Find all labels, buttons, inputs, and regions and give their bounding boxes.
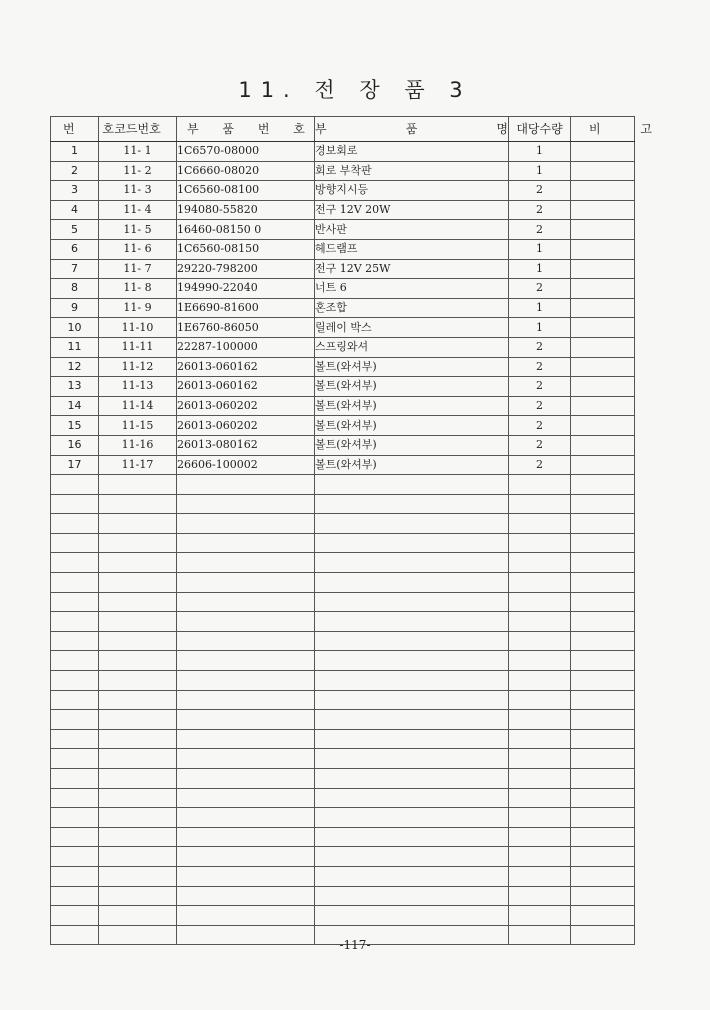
- cell-name: [315, 553, 509, 573]
- cell-no: 12: [51, 357, 99, 377]
- cell-name: [315, 906, 509, 926]
- table-row: [51, 455, 635, 475]
- cell-note: [571, 514, 635, 534]
- cell-qty: [509, 475, 571, 495]
- cell-name: [315, 749, 509, 769]
- cell-no: [51, 866, 99, 886]
- header-no: 번 호: [51, 117, 99, 142]
- table-row: [51, 769, 635, 789]
- cell-name: [315, 847, 509, 867]
- cell-note: [571, 396, 635, 416]
- cell-part-no: [177, 710, 315, 730]
- cell-no: 6: [51, 239, 99, 259]
- cell-code: [99, 906, 177, 926]
- cell-note: [571, 533, 635, 553]
- table-row: [51, 533, 635, 553]
- cell-code: 11-17: [99, 455, 177, 475]
- cell-part-no: [177, 866, 315, 886]
- cell-part-no: [177, 514, 315, 534]
- table-row: [51, 396, 635, 416]
- cell-name: [315, 690, 509, 710]
- cell-no: 2: [51, 161, 99, 181]
- cell-part-no: [177, 906, 315, 926]
- cell-no: [51, 827, 99, 847]
- cell-no: [51, 808, 99, 828]
- table-row: [51, 475, 635, 495]
- table-row: [51, 808, 635, 828]
- cell-code: [99, 612, 177, 632]
- cell-code: [99, 808, 177, 828]
- cell-qty: 2: [509, 435, 571, 455]
- table-row: [51, 494, 635, 514]
- cell-no: [51, 514, 99, 534]
- cell-code: 11- 1: [99, 142, 177, 162]
- cell-code: 11-16: [99, 435, 177, 455]
- cell-code: [99, 788, 177, 808]
- cell-name: [315, 788, 509, 808]
- table-row: [51, 573, 635, 593]
- cell-no: [51, 690, 99, 710]
- cell-qty: 2: [509, 200, 571, 220]
- cell-note: [571, 337, 635, 357]
- cell-name: [315, 514, 509, 534]
- cell-name: [315, 827, 509, 847]
- cell-note: [571, 279, 635, 299]
- cell-note: [571, 690, 635, 710]
- cell-name: 반사판: [315, 220, 509, 240]
- cell-name: 볼트(와셔부): [315, 357, 509, 377]
- cell-qty: [509, 533, 571, 553]
- cell-no: 4: [51, 200, 99, 220]
- cell-note: [571, 808, 635, 828]
- cell-note: [571, 710, 635, 730]
- cell-part-no: [177, 533, 315, 553]
- cell-part-no: [177, 573, 315, 593]
- cell-note: [571, 475, 635, 495]
- cell-name: 경보회로: [315, 142, 509, 162]
- table-row: [51, 788, 635, 808]
- cell-no: 10: [51, 318, 99, 338]
- cell-qty: 2: [509, 337, 571, 357]
- cell-no: [51, 906, 99, 926]
- cell-part-no: 194990-22040: [177, 279, 315, 299]
- cell-note: [571, 142, 635, 162]
- cell-code: 11- 8: [99, 279, 177, 299]
- table-row: [51, 886, 635, 906]
- cell-code: [99, 475, 177, 495]
- cell-note: [571, 239, 635, 259]
- cell-qty: [509, 690, 571, 710]
- cell-name: [315, 671, 509, 691]
- cell-note: [571, 847, 635, 867]
- cell-no: [51, 494, 99, 514]
- cell-part-no: 29220-798200: [177, 259, 315, 279]
- cell-part-no: 1E6690-81600: [177, 298, 315, 318]
- cell-part-no: [177, 475, 315, 495]
- cell-qty: [509, 866, 571, 886]
- cell-name: 볼트(와셔부): [315, 455, 509, 475]
- cell-no: 11: [51, 337, 99, 357]
- cell-no: [51, 612, 99, 632]
- cell-name: 볼트(와셔부): [315, 396, 509, 416]
- cell-part-no: [177, 729, 315, 749]
- cell-name: 릴레이 박스: [315, 318, 509, 338]
- cell-note: [571, 749, 635, 769]
- cell-part-no: [177, 671, 315, 691]
- cell-code: 11- 9: [99, 298, 177, 318]
- cell-code: 11- 6: [99, 239, 177, 259]
- cell-name: [315, 866, 509, 886]
- table-row: [51, 337, 635, 357]
- table-row: [51, 612, 635, 632]
- header-code: 코드번호: [99, 117, 177, 142]
- cell-no: 1: [51, 142, 99, 162]
- cell-qty: [509, 631, 571, 651]
- cell-qty: 1: [509, 142, 571, 162]
- table-row: [51, 671, 635, 691]
- cell-note: [571, 494, 635, 514]
- cell-name: 볼트(와셔부): [315, 435, 509, 455]
- cell-name: [315, 494, 509, 514]
- cell-name: 혼조합: [315, 298, 509, 318]
- table-row: [51, 161, 635, 181]
- cell-note: [571, 631, 635, 651]
- cell-code: 11- 5: [99, 220, 177, 240]
- cell-code: [99, 592, 177, 612]
- header-name: 부 품 명: [315, 117, 509, 142]
- cell-no: 14: [51, 396, 99, 416]
- cell-note: [571, 827, 635, 847]
- cell-qty: [509, 710, 571, 730]
- table-row: [51, 553, 635, 573]
- cell-qty: [509, 494, 571, 514]
- table-row: [51, 377, 635, 397]
- cell-qty: [509, 886, 571, 906]
- cell-qty: [509, 906, 571, 926]
- table-row: [51, 729, 635, 749]
- table-row: [51, 514, 635, 534]
- cell-note: [571, 220, 635, 240]
- cell-qty: 2: [509, 416, 571, 436]
- table-row: [51, 749, 635, 769]
- table-row: [51, 357, 635, 377]
- cell-qty: 1: [509, 318, 571, 338]
- table-row: [51, 847, 635, 867]
- cell-code: [99, 729, 177, 749]
- cell-part-no: [177, 651, 315, 671]
- header-qty: 대당수량: [509, 117, 571, 142]
- cell-no: [51, 631, 99, 651]
- cell-note: [571, 592, 635, 612]
- cell-note: [571, 377, 635, 397]
- table-row: [51, 906, 635, 926]
- cell-code: 11- 7: [99, 259, 177, 279]
- cell-note: [571, 435, 635, 455]
- cell-no: [51, 573, 99, 593]
- table-row: [51, 181, 635, 201]
- cell-name: [315, 475, 509, 495]
- cell-note: [571, 573, 635, 593]
- cell-part-no: 26013-060162: [177, 377, 315, 397]
- header-part-no: 부 품 번 호: [177, 117, 315, 142]
- cell-name: 너트 6: [315, 279, 509, 299]
- header-note: 비 고: [571, 117, 635, 142]
- cell-no: 9: [51, 298, 99, 318]
- cell-part-no: [177, 553, 315, 573]
- cell-part-no: [177, 749, 315, 769]
- cell-part-no: 26606-100002: [177, 455, 315, 475]
- table-header-row: [51, 117, 635, 142]
- cell-note: [571, 553, 635, 573]
- cell-name: [315, 808, 509, 828]
- cell-part-no: 1E6760-86050: [177, 318, 315, 338]
- cell-qty: 1: [509, 239, 571, 259]
- cell-name: 전구 12V 25W: [315, 259, 509, 279]
- cell-name: 전구 12V 20W: [315, 200, 509, 220]
- cell-no: [51, 533, 99, 553]
- cell-code: [99, 690, 177, 710]
- cell-qty: [509, 729, 571, 749]
- cell-no: [51, 592, 99, 612]
- cell-no: [51, 886, 99, 906]
- table-body: [51, 142, 635, 945]
- cell-name: [315, 592, 509, 612]
- cell-no: 16: [51, 435, 99, 455]
- cell-name: [315, 573, 509, 593]
- cell-note: [571, 161, 635, 181]
- cell-qty: [509, 847, 571, 867]
- cell-name: [315, 651, 509, 671]
- cell-part-no: [177, 886, 315, 906]
- cell-qty: 1: [509, 259, 571, 279]
- table-row: [51, 866, 635, 886]
- cell-qty: [509, 612, 571, 632]
- table-row: [51, 298, 635, 318]
- cell-qty: [509, 553, 571, 573]
- cell-code: 11-14: [99, 396, 177, 416]
- cell-code: [99, 749, 177, 769]
- cell-note: [571, 200, 635, 220]
- cell-code: 11-13: [99, 377, 177, 397]
- cell-code: 11- 4: [99, 200, 177, 220]
- cell-qty: 2: [509, 377, 571, 397]
- cell-part-no: 22287-100000: [177, 337, 315, 357]
- cell-qty: 1: [509, 161, 571, 181]
- cell-qty: 2: [509, 181, 571, 201]
- table-row: [51, 690, 635, 710]
- cell-note: [571, 181, 635, 201]
- cell-no: [51, 847, 99, 867]
- cell-part-no: 194080-55820: [177, 200, 315, 220]
- cell-name: [315, 612, 509, 632]
- cell-qty: 2: [509, 455, 571, 475]
- cell-note: [571, 455, 635, 475]
- cell-part-no: [177, 808, 315, 828]
- table-row: [51, 416, 635, 436]
- cell-code: [99, 847, 177, 867]
- cell-name: [315, 710, 509, 730]
- cell-code: 11-12: [99, 357, 177, 377]
- table-row: [51, 651, 635, 671]
- cell-name: 회로 부착판: [315, 161, 509, 181]
- cell-note: [571, 416, 635, 436]
- cell-qty: 2: [509, 220, 571, 240]
- cell-qty: 2: [509, 396, 571, 416]
- cell-name: [315, 533, 509, 553]
- cell-note: [571, 671, 635, 691]
- cell-part-no: [177, 847, 315, 867]
- cell-name: 헤드램프: [315, 239, 509, 259]
- cell-part-no: [177, 827, 315, 847]
- cell-part-no: 26013-060162: [177, 357, 315, 377]
- cell-note: [571, 298, 635, 318]
- cell-name: [315, 631, 509, 651]
- cell-qty: [509, 769, 571, 789]
- cell-part-no: [177, 690, 315, 710]
- cell-code: 11-11: [99, 337, 177, 357]
- cell-qty: [509, 573, 571, 593]
- cell-no: [51, 651, 99, 671]
- cell-part-no: [177, 788, 315, 808]
- cell-qty: [509, 827, 571, 847]
- table-row: [51, 435, 635, 455]
- cell-code: 11-15: [99, 416, 177, 436]
- cell-part-no: 26013-060202: [177, 396, 315, 416]
- cell-no: 15: [51, 416, 99, 436]
- cell-part-no: 26013-060202: [177, 416, 315, 436]
- cell-part-no: [177, 769, 315, 789]
- cell-name: [315, 769, 509, 789]
- page-title: 11. 전 장 품 3: [238, 78, 472, 102]
- cell-note: [571, 259, 635, 279]
- table-row: [51, 710, 635, 730]
- table-row: [51, 142, 635, 162]
- cell-part-no: 26013-080162: [177, 435, 315, 455]
- cell-no: 7: [51, 259, 99, 279]
- cell-no: 3: [51, 181, 99, 201]
- cell-part-no: [177, 612, 315, 632]
- table-row: [51, 592, 635, 612]
- table-row: [51, 259, 635, 279]
- cell-code: 11- 3: [99, 181, 177, 201]
- table-row: [51, 279, 635, 299]
- table-row: [51, 827, 635, 847]
- cell-no: 8: [51, 279, 99, 299]
- cell-part-no: [177, 494, 315, 514]
- cell-part-no: 16460-08150 0: [177, 220, 315, 240]
- cell-code: [99, 769, 177, 789]
- table-row: [51, 200, 635, 220]
- cell-note: [571, 886, 635, 906]
- cell-no: [51, 475, 99, 495]
- cell-part-no: [177, 592, 315, 612]
- cell-code: [99, 573, 177, 593]
- cell-qty: [509, 808, 571, 828]
- cell-note: [571, 788, 635, 808]
- cell-note: [571, 357, 635, 377]
- cell-code: [99, 514, 177, 534]
- cell-no: [51, 671, 99, 691]
- cell-part-no: 1C6560-08100: [177, 181, 315, 201]
- cell-note: [571, 651, 635, 671]
- cell-note: [571, 769, 635, 789]
- cell-qty: [509, 592, 571, 612]
- cell-no: [51, 729, 99, 749]
- cell-no: [51, 769, 99, 789]
- cell-qty: [509, 671, 571, 691]
- cell-qty: [509, 514, 571, 534]
- cell-no: [51, 553, 99, 573]
- cell-code: 11- 2: [99, 161, 177, 181]
- cell-name: 방향지시등: [315, 181, 509, 201]
- cell-name: 스프링와셔: [315, 337, 509, 357]
- page-number: -117-: [339, 938, 371, 952]
- table-row: [51, 239, 635, 259]
- cell-code: 11-10: [99, 318, 177, 338]
- cell-qty: [509, 749, 571, 769]
- cell-part-no: 1C6660-08020: [177, 161, 315, 181]
- table-row: [51, 220, 635, 240]
- cell-no: 5: [51, 220, 99, 240]
- cell-code: [99, 886, 177, 906]
- cell-name: [315, 886, 509, 906]
- cell-note: [571, 318, 635, 338]
- cell-note: [571, 612, 635, 632]
- cell-part-no: 1C6570-08000: [177, 142, 315, 162]
- cell-no: [51, 788, 99, 808]
- cell-no: 17: [51, 455, 99, 475]
- cell-code: [99, 494, 177, 514]
- cell-part-no: [177, 631, 315, 651]
- cell-note: [571, 866, 635, 886]
- cell-qty: 2: [509, 357, 571, 377]
- cell-qty: 1: [509, 298, 571, 318]
- cell-no: [51, 710, 99, 730]
- cell-name: 볼트(와셔부): [315, 377, 509, 397]
- cell-no: [51, 749, 99, 769]
- cell-code: [99, 553, 177, 573]
- cell-part-no: 1C6560-08150: [177, 239, 315, 259]
- cell-code: [99, 651, 177, 671]
- cell-code: [99, 533, 177, 553]
- cell-code: [99, 866, 177, 886]
- cell-no: 13: [51, 377, 99, 397]
- parts-table: [50, 116, 670, 945]
- cell-code: [99, 671, 177, 691]
- cell-code: [99, 631, 177, 651]
- cell-name: [315, 729, 509, 749]
- table-row: [51, 631, 635, 651]
- cell-name: 볼트(와셔부): [315, 416, 509, 436]
- cell-qty: [509, 651, 571, 671]
- cell-note: [571, 729, 635, 749]
- cell-qty: 2: [509, 279, 571, 299]
- cell-note: [571, 906, 635, 926]
- cell-code: [99, 827, 177, 847]
- cell-qty: [509, 788, 571, 808]
- table-row: [51, 318, 635, 338]
- cell-code: [99, 710, 177, 730]
